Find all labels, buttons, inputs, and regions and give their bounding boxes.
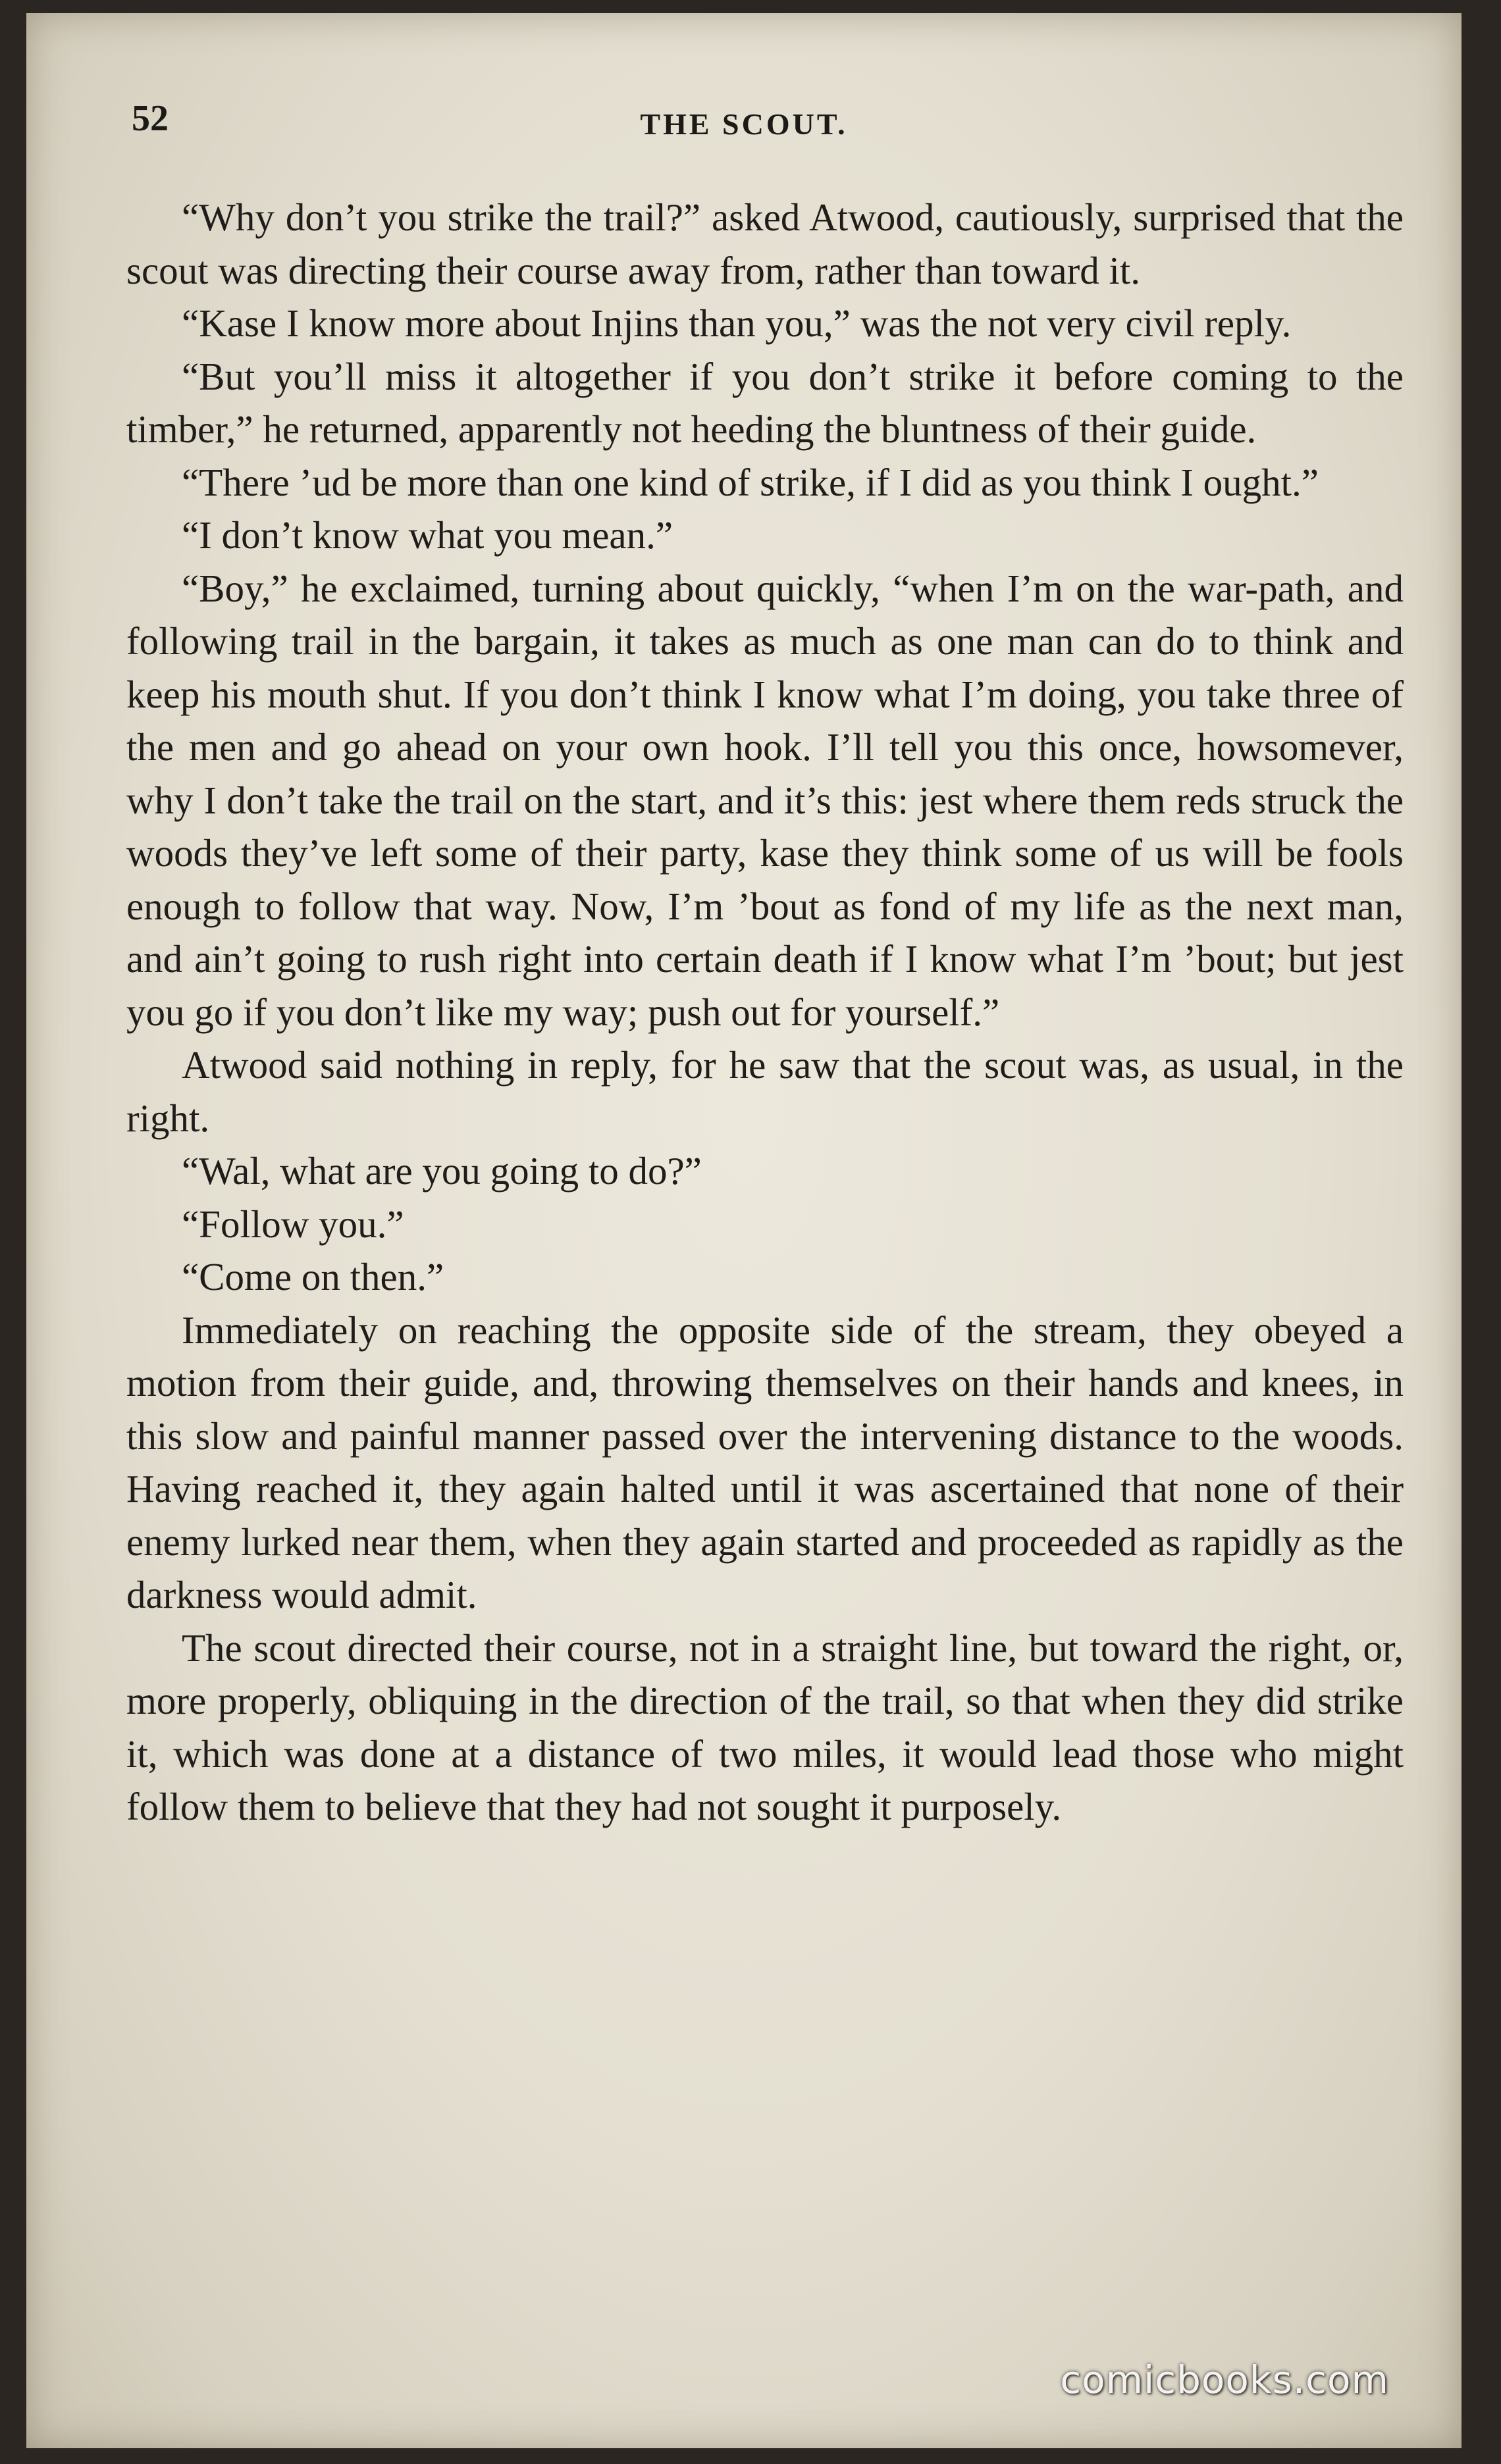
paragraph-6: “Boy,” he exclaimed, turning about quickly, “when I’m on the war-path, and following trail in the bargain, it takes as much as one man can do to think and keep his mouth shut. If you don’t think I know what I’m doing, you take three of the men and go ahead on your own hook. I’ll tell you this once, howsomever, why I don’t take the trail on the start, and it’s this: jest where them reds struck the woods they’ve left some of their party, kase they think some of us will be fools enough to follow that way. Now, I’m ’bout as fond of my life as the next man, and ain’t going to rush right into certain death if I know what I’m ’bout; but jest you go if you don’t like my way; push out for yourself.” <box>126 566 1404 1034</box>
paragraph-7: Atwood said nothing in reply, for he saw that the scout was, as usual, in the right. <box>126 1043 1404 1140</box>
page-number: 52 <box>132 98 169 139</box>
paragraph-2: “Kase I know more about Injins than you,” was the not very civil reply. <box>182 301 1292 345</box>
page-header <box>26 13 1462 171</box>
paragraph-9: “Follow you.” <box>182 1202 404 1246</box>
watermark: comicbooks.com <box>1060 2357 1389 2402</box>
paragraph-5: “I don’t know what you mean.” <box>182 513 673 557</box>
book-page <box>26 13 1462 2448</box>
paragraph-10: “Come on then.” <box>182 1255 444 1298</box>
running-title: THE SCOUT. <box>640 107 848 141</box>
paragraph-3: “But you’ll miss it altogether if you don’t strike it before coming to the timber,” he returned, apparently not heeding the bluntness of their guide. <box>126 354 1404 451</box>
paragraph-12: The scout directed their course, not in a straight line, but toward the right, or, more properly, obliquing in the direction of the trail, so that when they did strike it, which was done at a distance of two miles, it would lead those who might follow them to believe that they had not sought it purposely. <box>126 1626 1404 1828</box>
paragraph-4: “There ’ud be more than one kind of strike, if I did as you think I ought.” <box>182 460 1319 504</box>
paragraph-8: “Wal, what are you going to do?” <box>182 1149 702 1193</box>
paragraph-11: Immediately on reaching the opposite side of the stream, they obeyed a motion from their guide, and, throwing themselves on their hands and knees, in this slow and painful manner passed over the intervening distance to the woods. Having reached it, they again halted until it was ascertained that none of their enemy lurked near them, when they again started and proceeded as rapidly as the darkness would admit. <box>126 1308 1404 1616</box>
paragraph-1: “Why don’t you strike the trail?” asked Atwood, cautiously, surprised that the scout was directing their course away from, rather than toward it. <box>126 195 1404 292</box>
body-text <box>126 191 1404 1834</box>
